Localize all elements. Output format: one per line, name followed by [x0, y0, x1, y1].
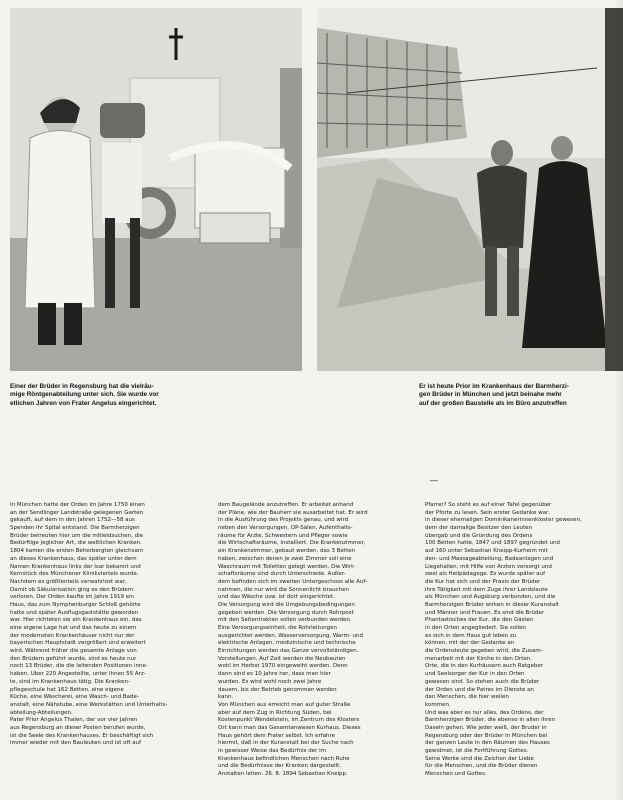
article-line: haben. Über 220 Angestellte, unter ihnen 55 Ärz-: [10, 671, 146, 678]
article-line: hatte und später Ausflugsgaststätte geworden: [10, 609, 139, 616]
article-line: und Männer und Frauen. Es sind die Brüder: [425, 609, 545, 616]
article-line: wurden. Es wird wohl noch zwei Jahre: [218, 678, 322, 685]
article-line: die Wirtschaftsräume, installiert. Die Krankenzimmer,: [218, 540, 366, 547]
article-line: die Ordensleute gegeben wird, die Zusam-: [425, 648, 543, 655]
article-line: aus Regensburg an dieser Posten berufen wurde,: [10, 724, 146, 731]
article-line: Liegehallen, mit Hilfe von Ärzten versorgt und: [425, 563, 552, 570]
article-line: der modernsten Krankenhäuser nicht nur der: [10, 632, 135, 639]
article-line: in den Orten angegliedert. Sie sollen: [425, 625, 526, 631]
article-line: Orte, die in den Kurhäusern auch Ratgeber: [425, 663, 543, 670]
article-column-1: [10, 502, 205, 748]
article-line: haben, zwischen denen je zwei Zimmer soll eine: [218, 555, 352, 562]
article-line: es sich in dem Haus gut leben zu: [425, 632, 517, 639]
article-line: ausgerichtet werden. Wasserversorgung, Warm- und: [218, 632, 363, 639]
article-line: pflegeschule hat 162 Betten, eine eigene: [10, 686, 124, 693]
article-line: Damit ob Säkularisation ging es den Brüdern: [10, 586, 134, 593]
article-line: dann sind es 10 Jahre her, dass man hier: [218, 671, 331, 678]
article-line: In München hatte der Orden im Jahre 1750 einen: [10, 502, 145, 508]
article-line: an der Sendlinger Landstraße gelegenen Garten: [10, 509, 144, 516]
article-line: dem befinden sich im zweiten Untergeschoss alle Auf-: [218, 578, 368, 585]
article-line: in die Ausführung des Projekts genau, und wird: [218, 517, 349, 524]
article-line: Pater Prior Angelus Thalen, der vor vier Jahren: [10, 717, 138, 724]
article-line: bayerischen Hauptstadt vergrößert und erweitert: [10, 640, 146, 647]
article-line: Waschraum mit Toiletten gelegt werden. Die Wirt-: [218, 563, 356, 570]
xray-room-illustration: [10, 8, 302, 371]
article-line: gekauft, auf dem in den Jahren 1752—58 aus: [10, 517, 135, 524]
article-line: 1804 kamen die ersten Beherbergten gleichsam: [10, 548, 144, 555]
article-line: auf 160 unter Sebastian Kneipp-Kurheim mit: [425, 548, 548, 555]
article-line: war. Hier richteten sie ein Krankenhaus ein, das: [10, 617, 142, 624]
xray-room-photo: [10, 8, 302, 371]
article-line: der Pforte zu lesen. Sein erster Gedanke war,: [425, 509, 551, 516]
caption-right: [419, 383, 623, 408]
article-line: ihre Tätigkeit mit dem Zuge ihrer Landsleute: [425, 586, 548, 593]
article-line: noch 13 Brüder, die die leitenden Positionen inne-: [10, 663, 148, 670]
article-line: und Seelsorger der Kur in den Orten: [425, 671, 525, 678]
article-line: ist die Seele des Krankenhauses. Er beschäftigt sich: [10, 732, 154, 739]
article-line: den Menschen, die hier weilen: [425, 694, 509, 701]
article-line: Bedürftige jeglicher Art, die weltlichen Kranken.: [10, 540, 142, 547]
article-line: wohl im Herbst 1970 eingeweiht werden. Denn: [218, 663, 348, 670]
article-line: Spenden ihr Spital entstand. Die Barmherzigen: [10, 525, 140, 532]
article-line: schaftsräume sind durch Unterschiede. Außer-: [218, 571, 346, 578]
caption-line: auf der großen Baustelle als im Büro anzutreffen: [419, 399, 567, 407]
article-line: der ganzen Leute in den Räumen des Hauses: [425, 740, 550, 747]
article-line: Von München aus erreicht man auf guter Straße: [218, 701, 351, 708]
article-line: ein Krankenzimmer, gebaut werden, das 3 Betten: [218, 548, 356, 555]
article-line: anstalt, eine Nähstube, eine Werkstätten und Unterhalts-: [10, 701, 168, 708]
article-line: als München und Augsburg verbunden, und die: [425, 594, 556, 601]
article-line: dem Baugelände anzutreffen. Er arbeitet anhand: [218, 502, 354, 508]
article-line: Und was aber es nur alles, des Ordens, der: [425, 709, 544, 716]
caption-line: mige Röntgenabteilung unter sich. Sie wurde vor: [10, 391, 159, 399]
article-line: Dasein gehen. Wie jeder weiß, der Bruder in: [425, 724, 547, 731]
article-line: Kostenpunkt Wendelstein, im Zentrum des Klosters: [218, 717, 360, 724]
article-line: Seine Werke sind die Zeichen der Liebe: [425, 755, 534, 762]
construction-site-illustration: [317, 8, 623, 371]
article-line: nahmen, die nur wird die Sonnenlicht brauchen: [218, 586, 349, 593]
article-line: verloren. Der Orden kaufte im Jahre 1919 ein: [10, 594, 135, 601]
article-line: dem der damalige Besitzer den Leuten: [425, 525, 533, 532]
article-column-2: [218, 502, 414, 779]
article-line: Krankenhaus befindlichen Menschen nach Ruhe: [218, 755, 350, 762]
article-line: und die Bedürfnisse der Kranken dargestellt.: [218, 763, 342, 770]
article-line: kann.: [218, 694, 234, 701]
caption-line: Einer der Brüder in Regensburg hat die vielräu-: [10, 383, 154, 390]
article-line: neben den Versorgungen, OP-Sälen, Aufenthalts-: [218, 525, 353, 532]
article-line: immer wieder mit den Bauleuten und ist oft auf: [10, 740, 142, 747]
construction-site-photo: [317, 8, 623, 371]
article-line: Haus, das zum Nymphenburger Schloß gehörte: [10, 601, 141, 608]
article-line: gewidmet, ist die Fortführung Gottes.: [425, 748, 529, 754]
article-line: Anstalten leiten. 26. 8. 1894 Sebastian Kneipp.: [218, 771, 348, 778]
article-line: te, sind im Krankenhaus tätig. Die Kranken-: [10, 678, 130, 685]
article-line: Ort kann man das Gesamtanwesen Kurhaus. Dieses: [218, 724, 361, 731]
article-column-3: [425, 502, 623, 779]
article-line: menarbeit mit der Kirche in den Orten.: [425, 655, 532, 662]
article-line: in dieser ehemaligen Dominikanerinnenkloster gewesen,: [425, 517, 582, 524]
article-line: an dieses Krankenhaus, das später unter dem: [10, 555, 137, 562]
article-line: Haus gehört dem Frater selbst. Ich erfahre: [218, 732, 336, 739]
article-line: in gewisser Weise das Bedürfnis der im: [218, 748, 327, 754]
article-line: Phantastisches der Kur, die den Gästen: [425, 617, 534, 624]
article-line: der Orden und die Patres im Dienste an: [425, 686, 534, 693]
article-line: Regensburg oder der Brüder in München bei: [425, 732, 548, 739]
article-line: Einrichtungen werden das Ganze vervollständigen.: [218, 648, 359, 655]
article-line: Barmherzigen Brüder wirken in dieser Kuranstalt: [425, 601, 560, 608]
article-line: Kernstück des Münchener Klinikviertels wurde.: [10, 571, 139, 578]
article-line: Brüder betreuten hier um die mitleidsuchen, die: [10, 532, 143, 539]
article-line: Eine Versorgungseinheit, die Rohrleitungen: [218, 625, 338, 631]
article-line: hiermit, daß in der Kuranstalt bei der Suche nach: [218, 740, 354, 747]
article-line: eine eigene Lage hat und das heute zu einem: [10, 625, 137, 631]
article-line: räume für Ärzte, Schwestern und Pfleger sowie: [218, 532, 348, 539]
article-line: 100 Betten hatte, 1847 und 1897 gegründet und: [425, 540, 560, 547]
article-line: gegeben werden. Die Versorgung durch Rohrpost: [218, 609, 354, 616]
article-line: Pfarrer? So steht es auf einer Tafel gegenüber: [425, 502, 552, 508]
article-line: zwei als Heilpädagoge. Es wurde später auf: [425, 571, 546, 578]
article-line: die Kur hat sich und der Praxis der Brüder: [425, 578, 541, 585]
article-line: dauern, bis der Betrieb genommen werden: [218, 686, 337, 693]
article-line: elektrische Anlagen, medizinische und technische: [218, 640, 356, 647]
article-line: kommen.: [425, 701, 451, 708]
article-line: Namen Krankenhaus links der Isar bekannt und: [10, 563, 141, 570]
article-line: Barmherzigen Brüder, die ebenso in allen ihren: [425, 717, 556, 724]
article-line: abteilung-Abteilungen.: [10, 709, 73, 716]
article-line: wird. Während früher die gesamte Anlage von: [10, 648, 137, 655]
caption-line: Er ist heute Prior im Krankenhaus der Barmherzi-: [419, 383, 569, 390]
caption-line: etlichen Jahren von Frater Angelus eingerichtet.: [10, 399, 157, 407]
article-line: gewesen sind. So stehen auch die Brüder: [425, 678, 540, 685]
page-edge-shadow: [613, 0, 623, 800]
separator-dash: —: [430, 476, 438, 485]
article-line: den Brüdern geführt wurde, sind es heute nur: [10, 655, 137, 662]
article-line: für die Menschen, und die Brüder dienen: [425, 763, 538, 770]
article-line: Die Versorgung wird die Umgebungsbedingungen: [218, 601, 355, 608]
caption-left: [10, 383, 300, 408]
article-line: Vorstellungen. Auf Zeit werden die Neubauten: [218, 655, 346, 662]
article-line: den- und Massageabteilung, Badeanlagen und: [425, 555, 554, 562]
article-line: Küche, eine Wäscherei, eine Wasch- und Bade-: [10, 694, 139, 701]
article-line: aber auf dem Zug in Richtung Süden, bei: [218, 709, 332, 716]
article-line: der Pläne, wie der Bauherr sie ausarbeitet hat. Er wird: [218, 509, 368, 516]
article-line: Menschen und Gottes.: [425, 771, 487, 778]
article-line: Nachdem es größtenteils verwahrlost war,: [10, 578, 127, 585]
article-line: übergab und die Gründung des Ordens: [425, 532, 533, 539]
article-line: können, mit der der Gedanke an: [425, 640, 515, 647]
article-line: und das Wäsche usw. ist dort eingerichtet.: [218, 594, 335, 601]
article-line: mit den Seitentrakten sollen verbunden werden.: [218, 617, 352, 624]
caption-line: gen Brüder in München und jetzt beinahe mehr: [419, 391, 562, 399]
